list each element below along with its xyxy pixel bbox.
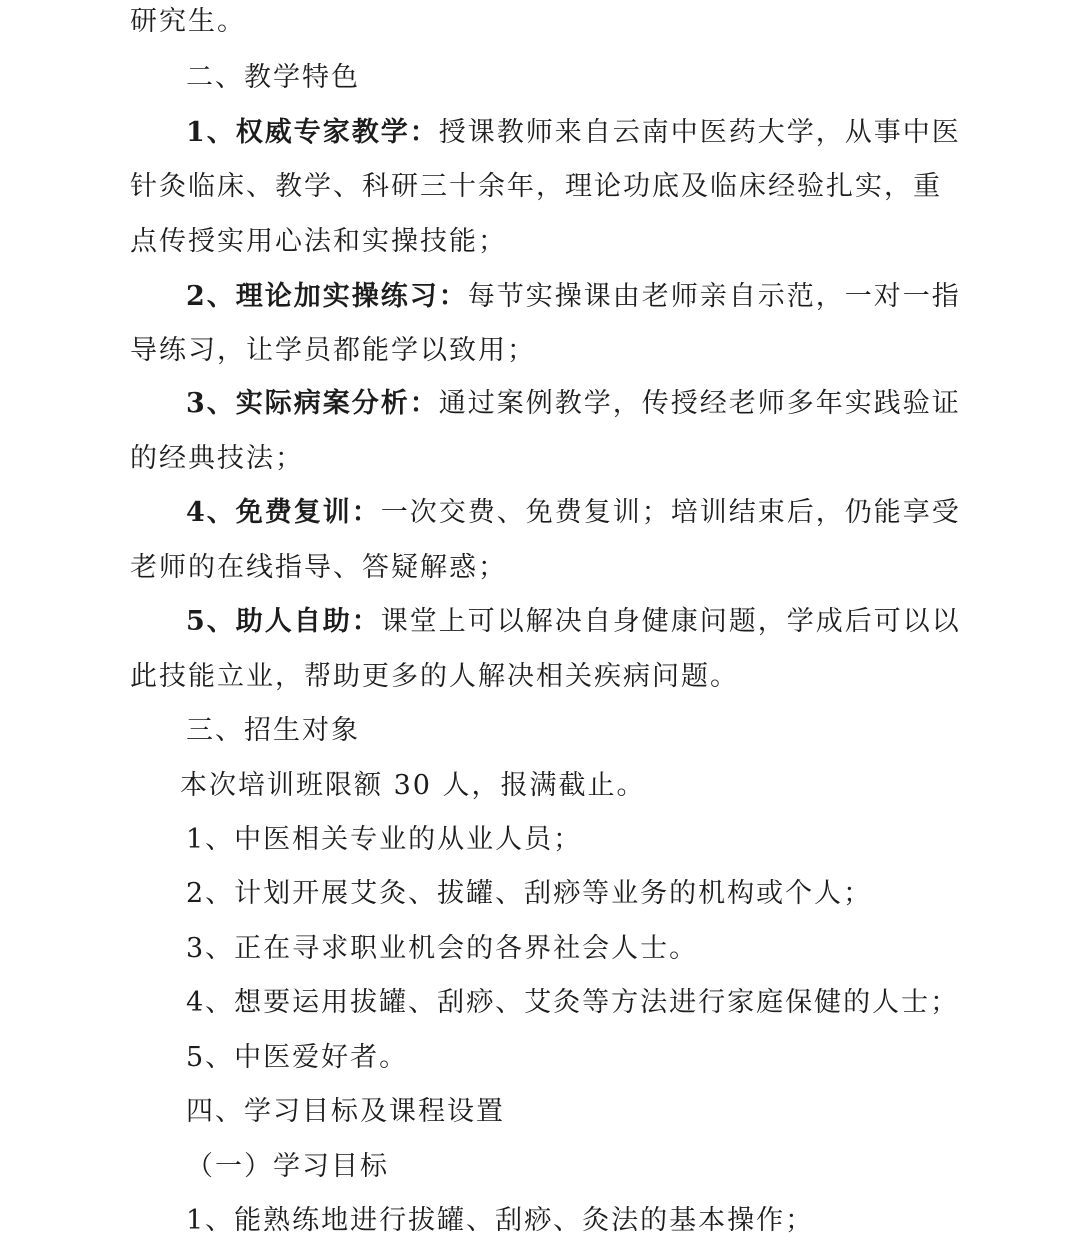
list-item: 4、想要运用拔罐、刮痧、艾灸等方法进行家庭保健的人士；: [186, 987, 960, 1018]
section-heading-teaching-features: 二、教学特色: [186, 62, 360, 93]
paragraph-line: [186, 604, 1080, 640]
section-heading-enrollment: 三、招生对象: [186, 715, 360, 746]
list-item: 3、正在寻求职业机会的各界社会人士。: [186, 933, 699, 964]
paragraph-line: 的经典技法；: [130, 443, 304, 474]
item-text: 每节实操课由老师亲自示范，一对一指: [467, 281, 961, 312]
list-item: 1、中医相关专业的从业人员；: [186, 824, 583, 855]
paragraph-line: 针灸临床、教学、科研三十余年，理论功底及临床经验扎实，重: [130, 171, 942, 202]
list-item: 5、中医爱好者。: [186, 1042, 409, 1073]
section-heading-goals-courses: 四、学习目标及课程设置: [186, 1096, 505, 1127]
item-text: 课堂上可以解决自身健康问题，学成后可以以: [380, 606, 961, 637]
text-line: 研究生。: [130, 6, 246, 37]
paragraph-line: 此技能立业，帮助更多的人解决相关疾病问题。: [130, 661, 739, 692]
item-label: 5、助人自助：: [186, 606, 381, 637]
list-item: 2、计划开展艾灸、拔罐、刮痧等业务的机构或个人；: [186, 878, 873, 909]
paragraph-line: 老师的在线指导、答疑解惑；: [130, 552, 507, 583]
subsection-heading: （一）学习目标: [186, 1151, 389, 1182]
paragraph-line: [186, 386, 1080, 422]
quota-text: 本次培训班限额 30 人，报满截止。: [180, 770, 646, 801]
paragraph-line: 导练习，让学员都能学以致用；: [130, 335, 536, 366]
item-label: 2、理论加实操练习：: [186, 281, 468, 312]
paragraph-line: [186, 279, 1080, 315]
item-label: 1、权威专家教学：: [186, 117, 439, 148]
paragraph-line: [186, 495, 1080, 531]
item-text: 授课教师来自云南中医药大学，从事中医: [438, 117, 961, 148]
paragraph-line: [186, 115, 1080, 151]
item-label: 3、实际病案分析：: [186, 388, 439, 419]
list-item: 1、能熟练地进行拔罐、刮痧、灸法的基本操作；: [186, 1205, 815, 1236]
item-text: 一次交费、免费复训；培训结束后，仍能享受: [380, 497, 961, 528]
item-label: 4、免费复训：: [186, 497, 381, 528]
item-text: 通过案例教学，传授经老师多年实践验证: [438, 388, 961, 419]
paragraph-line: 点传授实用心法和实操技能；: [130, 226, 507, 257]
